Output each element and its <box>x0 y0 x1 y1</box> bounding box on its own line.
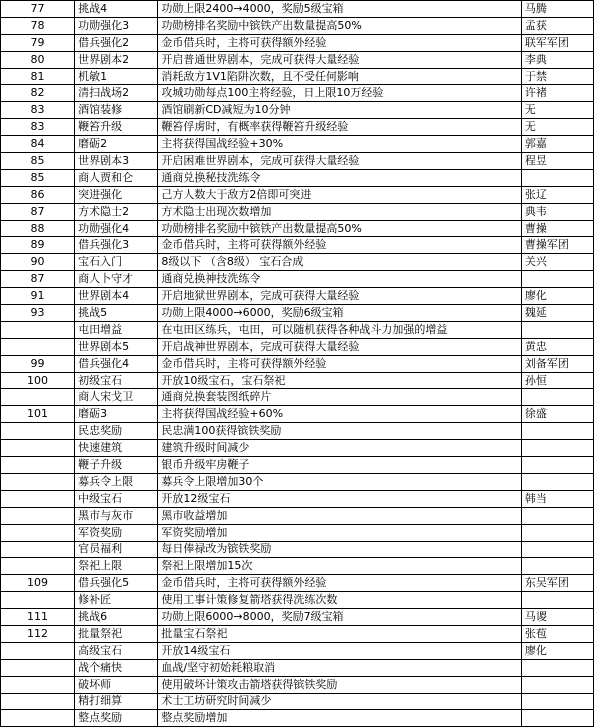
function-cell: 挑战5 <box>75 305 158 322</box>
level-cell <box>1 541 75 558</box>
description-cell: 主将获得国战经验+60% <box>158 406 522 423</box>
level-cell: 86 <box>1 186 75 203</box>
function-cell: 借兵强化5 <box>75 575 158 592</box>
table-row <box>1 119 594 136</box>
table-row <box>1 558 594 575</box>
table-row <box>1 203 594 220</box>
unlocked-by-cell: 徐盛 <box>521 406 593 423</box>
level-cell: 87 <box>1 271 75 288</box>
level-cell: 111 <box>1 609 75 626</box>
table-row <box>1 541 594 558</box>
table-body <box>1 1 594 727</box>
level-cell: 89 <box>1 237 75 254</box>
function-cell: 功勋强化3 <box>75 17 158 34</box>
function-cell: 挑战4 <box>75 1 158 18</box>
description-cell: 开启普通世界剧本，完成可获得大量经验 <box>158 51 522 68</box>
table-row <box>1 237 594 254</box>
level-cell: 84 <box>1 136 75 153</box>
function-cell: 清扫战场2 <box>75 85 158 102</box>
table-row <box>1 457 594 474</box>
description-cell: 功勋上限4000→6000，奖励6级宝箱 <box>158 305 522 322</box>
level-cell <box>1 524 75 541</box>
level-cell <box>1 490 75 507</box>
unlocked-by-cell: 典韦 <box>521 203 593 220</box>
unlocked-by-cell: 马谡 <box>521 609 593 626</box>
level-cell: 88 <box>1 220 75 237</box>
function-cell: 精打细算 <box>75 693 158 710</box>
table-row <box>1 575 594 592</box>
description-cell: 功勋上限6000→8000，奖励7级宝箱 <box>158 609 522 626</box>
description-cell: 每日俸禄改为镔铁奖励 <box>158 541 522 558</box>
table-row <box>1 406 594 423</box>
level-cell: 100 <box>1 372 75 389</box>
unlocked-by-cell: 程昱 <box>521 153 593 170</box>
unlocked-by-cell: 廖化 <box>521 288 593 305</box>
level-cell: 85 <box>1 169 75 186</box>
description-cell: 鞭笞俘虏时，有概率获得鞭笞升级经验 <box>158 119 522 136</box>
function-cell: 募兵令上限 <box>75 473 158 490</box>
table-row <box>1 659 594 676</box>
table-row <box>1 305 594 322</box>
level-cell: 79 <box>1 34 75 51</box>
unlocked-by-cell: 孟获 <box>521 17 593 34</box>
description-cell: 酒馆刷新CD减短为10分钟 <box>158 102 522 119</box>
unlocked-by-cell: 张苞 <box>521 625 593 642</box>
description-cell: 消耗敌方1V1陷阱次数，且不受任何影响 <box>158 68 522 85</box>
level-cell <box>1 558 75 575</box>
function-cell: 突进强化 <box>75 186 158 203</box>
function-cell: 战个痛快 <box>75 659 158 676</box>
table-row <box>1 288 594 305</box>
unlocked-by-cell <box>521 457 593 474</box>
level-cell: 78 <box>1 17 75 34</box>
level-cell: 83 <box>1 119 75 136</box>
unlocked-by-cell <box>521 558 593 575</box>
unlocked-by-cell: 许褚 <box>521 85 593 102</box>
level-cell: 82 <box>1 85 75 102</box>
description-cell: 黑市收益增加 <box>158 507 522 524</box>
function-cell: 商人贾和仑 <box>75 169 158 186</box>
function-cell: 民忠奖励 <box>75 423 158 440</box>
unlocked-by-cell: 张辽 <box>521 186 593 203</box>
unlocked-by-cell: 曹操 <box>521 220 593 237</box>
table-row <box>1 625 594 642</box>
table-row <box>1 271 594 288</box>
description-cell: 功勋榜排名奖励中镔铁产出数量提高50% <box>158 17 522 34</box>
table-row <box>1 693 594 710</box>
unlocked-by-cell <box>521 507 593 524</box>
table-row <box>1 153 594 170</box>
level-cell: 77 <box>1 1 75 18</box>
description-cell: 通商兑换套装图纸碎片 <box>158 389 522 406</box>
table-row <box>1 524 594 541</box>
function-cell: 挑战6 <box>75 609 158 626</box>
level-cell: 83 <box>1 102 75 119</box>
table-row <box>1 136 594 153</box>
description-cell: 开放14级宝石 <box>158 642 522 659</box>
table-row <box>1 372 594 389</box>
unlocked-by-cell: 刘备军团 <box>521 355 593 372</box>
unlocked-by-cell <box>521 389 593 406</box>
function-cell: 宝石入门 <box>75 254 158 271</box>
function-cell: 酒馆装修 <box>75 102 158 119</box>
function-cell: 机敏1 <box>75 68 158 85</box>
function-cell: 祭祀上限 <box>75 558 158 575</box>
function-cell: 修补匠 <box>75 592 158 609</box>
function-cell: 鞭子升级 <box>75 457 158 474</box>
unlocked-by-cell: 魏延 <box>521 305 593 322</box>
unlocked-by-cell <box>521 676 593 693</box>
function-cell: 借兵强化4 <box>75 355 158 372</box>
level-cell <box>1 507 75 524</box>
description-cell: 募兵令上限增加30个 <box>158 473 522 490</box>
table-row <box>1 389 594 406</box>
level-cell: 99 <box>1 355 75 372</box>
function-cell: 高级宝石 <box>75 642 158 659</box>
level-cell: 80 <box>1 51 75 68</box>
level-cell: 90 <box>1 254 75 271</box>
unlocked-by-cell <box>521 659 593 676</box>
unlocked-by-cell: 于禁 <box>521 68 593 85</box>
description-cell: 金币借兵时，主将可获得额外经验 <box>158 237 522 254</box>
description-cell: 建筑升级时间减少 <box>158 440 522 457</box>
level-cell <box>1 693 75 710</box>
description-cell: 通商兑换神技洗练令 <box>158 271 522 288</box>
function-cell: 借兵强化3 <box>75 237 158 254</box>
table-row <box>1 710 594 727</box>
function-cell: 方术隐士2 <box>75 203 158 220</box>
description-cell: 开放10级宝石，宝石祭祀 <box>158 372 522 389</box>
level-cell: 112 <box>1 625 75 642</box>
level-cell: 109 <box>1 575 75 592</box>
table-row <box>1 1 594 18</box>
unlocked-by-cell <box>521 169 593 186</box>
description-cell: 金币借兵时，主将可获得额外经验 <box>158 34 522 51</box>
level-cell: 85 <box>1 153 75 170</box>
unlocked-by-cell: 关兴 <box>521 254 593 271</box>
table-row <box>1 220 594 237</box>
level-cell <box>1 642 75 659</box>
table-row <box>1 254 594 271</box>
description-cell: 整点奖励增加 <box>158 710 522 727</box>
level-cell <box>1 676 75 693</box>
function-cell: 初级宝石 <box>75 372 158 389</box>
unlocked-by-cell: 东吴军团 <box>521 575 593 592</box>
description-cell: 在屯田区练兵，屯田，可以随机获得各种战斗力加强的增益 <box>158 321 522 338</box>
description-cell: 使用破坏计策攻击箭塔获得镔铁奖励 <box>158 676 522 693</box>
table-row <box>1 51 594 68</box>
function-cell: 功勋强化4 <box>75 220 158 237</box>
description-cell: 开启战神世界剧本，完成可获得大量经验 <box>158 338 522 355</box>
function-cell: 批量祭祀 <box>75 625 158 642</box>
function-cell: 磨砺3 <box>75 406 158 423</box>
unlocked-by-cell: 孙恒 <box>521 372 593 389</box>
unlocked-by-cell <box>521 524 593 541</box>
table-row <box>1 68 594 85</box>
table-row <box>1 321 594 338</box>
unlocked-by-cell <box>521 321 593 338</box>
unlocked-by-cell: 郭嘉 <box>521 136 593 153</box>
unlocked-by-cell <box>521 541 593 558</box>
function-cell: 军资奖励 <box>75 524 158 541</box>
function-cell: 黑市与灰市 <box>75 507 158 524</box>
function-cell: 磨砺2 <box>75 136 158 153</box>
function-cell: 世界剧本2 <box>75 51 158 68</box>
level-cell: 93 <box>1 305 75 322</box>
level-cell <box>1 440 75 457</box>
unlocked-by-cell: 黄忠 <box>521 338 593 355</box>
level-cell <box>1 659 75 676</box>
description-cell: 主将获得国战经验+30% <box>158 136 522 153</box>
table-row <box>1 186 594 203</box>
unlocked-by-cell: 曹操军团 <box>521 237 593 254</box>
unlocked-by-cell: 联军军团 <box>521 34 593 51</box>
table-row <box>1 592 594 609</box>
function-cell: 商人宋戈卫 <box>75 389 158 406</box>
level-cell: 101 <box>1 406 75 423</box>
function-cell: 鞭笞升级 <box>75 119 158 136</box>
function-cell: 世界剧本4 <box>75 288 158 305</box>
table-row <box>1 642 594 659</box>
unlocked-by-cell <box>521 592 593 609</box>
description-cell: 8级以下 （含8级） 宝石合成 <box>158 254 522 271</box>
description-cell: 术士工坊研究时间减少 <box>158 693 522 710</box>
unlocked-by-cell <box>521 271 593 288</box>
table-row <box>1 17 594 34</box>
description-cell: 功勋榜排名奖励中镔铁产出数量提高50% <box>158 220 522 237</box>
unlocked-by-cell: 无 <box>521 102 593 119</box>
table-row <box>1 34 594 51</box>
function-cell: 快速建筑 <box>75 440 158 457</box>
function-cell: 世界剧本3 <box>75 153 158 170</box>
description-cell: 通商兑换秘技洗练令 <box>158 169 522 186</box>
description-cell: 军资奖励增加 <box>158 524 522 541</box>
unlocked-by-cell: 廖化 <box>521 642 593 659</box>
level-cell <box>1 592 75 609</box>
unlocked-by-cell <box>521 473 593 490</box>
level-cell: 91 <box>1 288 75 305</box>
description-cell: 功勋上限2400→4000，奖励5级宝箱 <box>158 1 522 18</box>
level-cell <box>1 457 75 474</box>
description-cell: 祭祀上限增加15次 <box>158 558 522 575</box>
description-cell: 开启困难世界剧本，完成可获得大量经验 <box>158 153 522 170</box>
table-row <box>1 423 594 440</box>
function-cell: 整点奖励 <box>75 710 158 727</box>
description-cell: 银币升级牢房鞭子 <box>158 457 522 474</box>
description-cell: 血战/坚守初始耗粮取消 <box>158 659 522 676</box>
level-cell <box>1 710 75 727</box>
table-row <box>1 609 594 626</box>
level-cell <box>1 338 75 355</box>
function-cell: 世界剧本5 <box>75 338 158 355</box>
description-cell: 金币借兵时，主将可获得额外经验 <box>158 355 522 372</box>
unlocked-by-cell <box>521 440 593 457</box>
function-cell: 借兵强化2 <box>75 34 158 51</box>
description-cell: 民忠满100获得镔铁奖励 <box>158 423 522 440</box>
table-row <box>1 473 594 490</box>
table-row <box>1 507 594 524</box>
description-cell: 开放12级宝石 <box>158 490 522 507</box>
description-cell: 方术隐士出现次数增加 <box>158 203 522 220</box>
function-cell: 中级宝石 <box>75 490 158 507</box>
unlocked-by-cell: 马腾 <box>521 1 593 18</box>
description-cell: 己方人数大于敌方2倍即可突进 <box>158 186 522 203</box>
function-cell: 商人卜守才 <box>75 271 158 288</box>
unlocked-by-cell <box>521 423 593 440</box>
description-cell: 开启地狱世界剧本，完成可获得大量经验 <box>158 288 522 305</box>
table-row <box>1 169 594 186</box>
table-row <box>1 338 594 355</box>
description-cell: 批量宝石祭祀 <box>158 625 522 642</box>
unlocked-by-cell <box>521 710 593 727</box>
unlocked-by-cell: 无 <box>521 119 593 136</box>
table-row <box>1 355 594 372</box>
level-cell: 81 <box>1 68 75 85</box>
description-cell: 攻城功勋每点100主将经验，日上限10万经验 <box>158 85 522 102</box>
function-cell: 官员福利 <box>75 541 158 558</box>
unlocked-by-cell <box>521 693 593 710</box>
level-cell: 87 <box>1 203 75 220</box>
level-cell <box>1 321 75 338</box>
table-row <box>1 440 594 457</box>
unlocked-by-cell: 韩当 <box>521 490 593 507</box>
unlocked-by-cell: 李典 <box>521 51 593 68</box>
table-row <box>1 102 594 119</box>
description-cell: 使用工事计策修复箭塔获得洗练次数 <box>158 592 522 609</box>
description-cell: 金币借兵时，主将可获得额外经验 <box>158 575 522 592</box>
level-cell <box>1 423 75 440</box>
table-row <box>1 490 594 507</box>
function-cell: 屯田增益 <box>75 321 158 338</box>
level-cell <box>1 389 75 406</box>
function-cell: 破坏师 <box>75 676 158 693</box>
table-row <box>1 676 594 693</box>
level-cell <box>1 473 75 490</box>
table-row <box>1 85 594 102</box>
